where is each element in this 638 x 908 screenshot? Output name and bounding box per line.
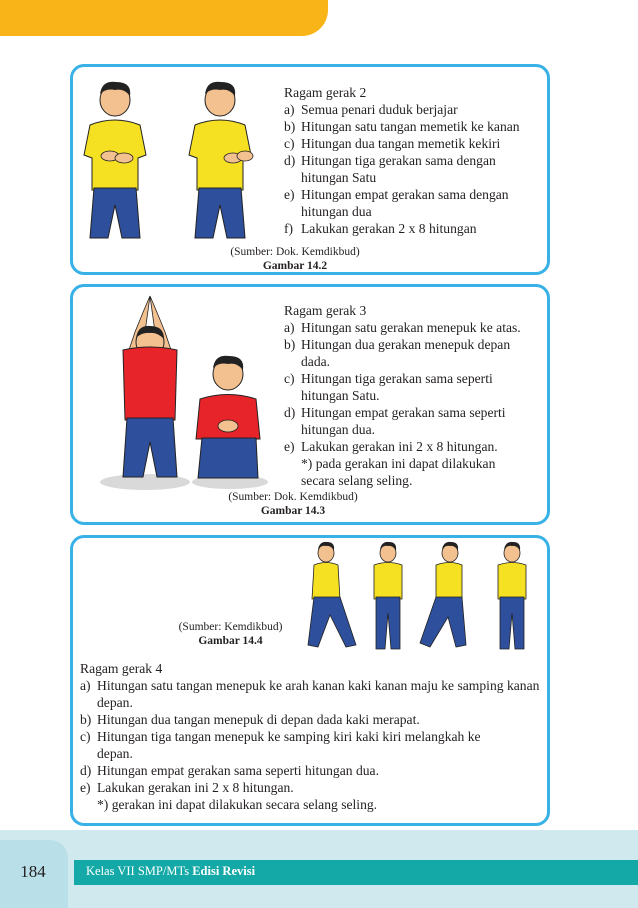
- book-edition: Edisi Revisi: [192, 864, 256, 878]
- list-item: d) Hitungan empat gerakan sama seperti hitungan dua.: [284, 405, 506, 437]
- ragam-gerak-4-text: [80, 660, 540, 813]
- list-item: d) Hitungan empat gerakan sama seperti hitungan dua.: [80, 763, 379, 778]
- dancer-figure: [420, 542, 466, 647]
- illustration-standing-dancers-yellow: [300, 541, 545, 661]
- dancer-figure: [308, 542, 356, 647]
- dancer-figure: [189, 82, 253, 238]
- ragam-gerak-2-title: Ragam gerak 2: [284, 85, 367, 100]
- page-number: 184: [20, 862, 46, 881]
- source-text: (Sumber: Kemdikbud): [178, 621, 283, 633]
- list-item: a) Hitungan satu gerakan menepuk ke atas.: [284, 320, 521, 335]
- book-title: Kelas VII SMP/MTs: [86, 864, 190, 878]
- dancer-figure: [123, 296, 177, 477]
- list-item: e) Lakukan gerakan ini 2 x 8 hitungan.: [284, 439, 498, 454]
- list-item: a) Semua penari duduk berjajar: [284, 102, 458, 117]
- note-text: *) pada gerakan ini dapat dilakukan secara selang seling.: [301, 456, 496, 488]
- dancer-figure: [374, 542, 402, 649]
- header-tab: [0, 0, 328, 36]
- list-item: c) Hitungan tiga tangan menepuk ke samping kiri kaki kiri melangkah ke depan.: [80, 729, 481, 761]
- figure-source: [218, 490, 368, 518]
- dancer-figure: [196, 356, 260, 478]
- ragam-gerak-3-text: [284, 302, 542, 489]
- source-text: (Sumber: Dok. Kemdikbud): [230, 246, 360, 258]
- figure-caption: Gambar 14.4: [198, 635, 263, 647]
- figure-caption: Gambar 14.2: [262, 260, 328, 272]
- footer-book-title: [86, 864, 255, 879]
- list-item: e) Hitungan empat gerakan sama dengan hitungan dua: [284, 187, 509, 219]
- list-item: d) Hitungan tiga gerakan sama dengan hitungan Satu: [284, 153, 496, 185]
- ragam-gerak-2-text: [284, 84, 546, 237]
- dancer-figure: [498, 542, 526, 649]
- figure-caption: Gambar 14.3: [260, 505, 326, 517]
- ragam-gerak-4-title: Ragam gerak 4: [80, 661, 163, 676]
- figure-source: [158, 620, 303, 648]
- list-item: e) Lakukan gerakan ini 2 x 8 hitungan.: [80, 780, 294, 795]
- list-item: c) Hitungan tiga gerakan sama seperti hitungan Satu.: [284, 371, 493, 403]
- ragam-gerak-3-title: Ragam gerak 3: [284, 303, 367, 318]
- list-item: c) Hitungan dua tangan memetik kekiri: [284, 136, 501, 151]
- list-item: f) Lakukan gerakan 2 x 8 hitungan: [284, 221, 477, 236]
- list-item: b) Hitungan satu tangan memetik ke kanan: [284, 119, 520, 134]
- note-text: *) gerakan ini dapat dilakukan secara selang seling.: [97, 797, 378, 812]
- dancer-figure: [84, 82, 146, 238]
- list-item: a) Hitungan satu tangan menepuk ke arah kanan kaki kanan maju ke samping kanan depan.: [80, 678, 540, 710]
- figure-source: [220, 245, 370, 273]
- source-text: (Sumber: Dok. Kemdikbud): [228, 491, 358, 503]
- list-item: b) Hitungan dua tangan menepuk di depan dada kaki merapat.: [80, 712, 420, 727]
- illustration-kneeling-dancers-yellow: [80, 80, 280, 245]
- list-item: b) Hitungan dua gerakan menepuk depan dada.: [284, 337, 511, 369]
- illustration-kneeling-dancers-red: [95, 292, 275, 492]
